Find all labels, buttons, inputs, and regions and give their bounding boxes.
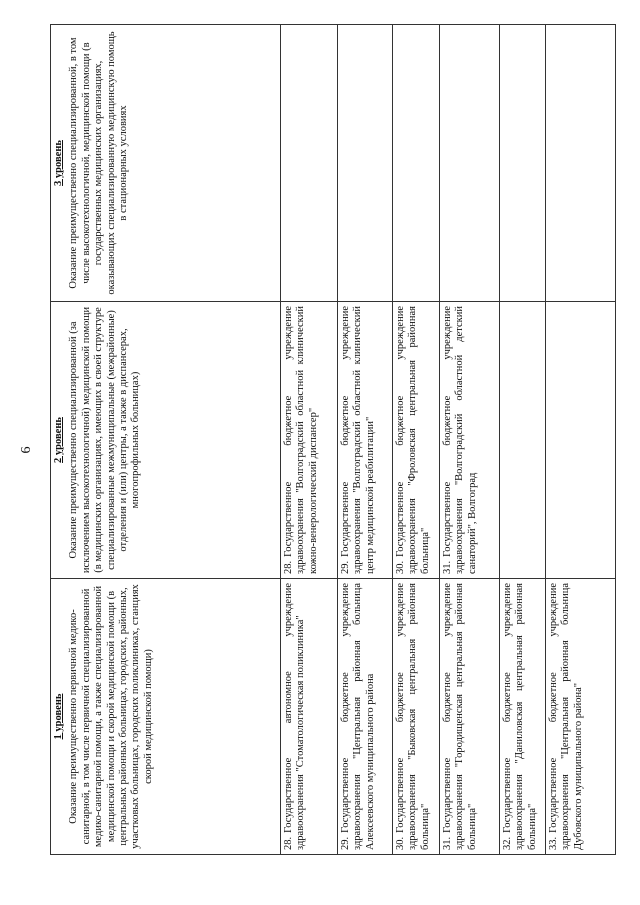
level1-cell	[338, 579, 393, 855]
row-number: 31.	[442, 836, 453, 850]
institution-name: Государственное бюджетное учреждение здравоохранения "Волгоградский областной детский санаторий", Волгоград	[442, 306, 478, 574]
levels-table	[50, 24, 616, 855]
level3-description: Оказание преимущественно специализированной, в том числе высокотехнологичной, медицинской помощи (в государственных медицинских организациях, оказывающих специализированную медицинскую помощь в стационарных условиях	[68, 31, 129, 295]
level2-header	[51, 302, 281, 579]
table-row	[440, 25, 500, 855]
level1-cell	[440, 579, 500, 855]
row-number: 30.	[395, 836, 406, 850]
institution-name: Государственное бюджетное учреждение здравоохранения "Волгоградский областной клинический центр медицинской реабилитации"	[340, 306, 376, 574]
institution-name: Государственное бюджетное учреждение здравоохранения "Фроловская центральная районная больница"	[395, 306, 431, 574]
row-number: 33.	[548, 836, 559, 850]
row-number: 29.	[340, 560, 351, 574]
level1-cell	[393, 579, 440, 855]
institution-name: Государственное бюджетное учреждение здравоохранения "Быковская центральная районная больница"	[395, 583, 431, 850]
institution-name: Государственное бюджетное учреждение здравоохранения "Центральная районная больница Алексеевского муниципального района	[340, 583, 376, 850]
level1-cell	[281, 579, 338, 855]
row-number: 29.	[340, 836, 351, 850]
level1-cell	[546, 579, 616, 855]
page-number: 6	[19, 446, 34, 454]
level1-description: Оказание преимущественно первичной медико-санитарной, в том числе первичной специализированной медико-санитарной помощи, а также специализированной медицинской помощи и скорой медицинской помощи (в центральных районных больницах, городских, районных, участковых больницах, городских поликлиниках, станциях скорой медицинской помощи)	[68, 584, 154, 849]
level2-cell	[338, 302, 393, 579]
header-row	[51, 25, 281, 855]
institution-name: Государственное бюджетное учреждение здравоохранения "Даниловская центральная районная больница"	[502, 583, 538, 850]
table-row	[281, 25, 338, 855]
level3-cell	[440, 25, 500, 302]
level2-cell	[281, 302, 338, 579]
level2-title: 2 уровень	[53, 417, 64, 463]
level2-cell	[440, 302, 500, 579]
table-row	[393, 25, 440, 855]
institution-name: Государственное бюджетное учреждение здравоохранения "Городищенская центральная районная больница"	[442, 583, 478, 850]
level2-cell	[500, 302, 546, 579]
institution-name: Государственное бюджетное учреждение здравоохранения "Центральная районная больница Дубовского муниципального района"	[548, 583, 584, 850]
institution-name: Государственное бюджетное учреждение здравоохранения "Волгоградский областной клинический кожно-венерологический диспансер"	[283, 306, 319, 574]
table-row	[546, 25, 616, 855]
level3-cell	[338, 25, 393, 302]
level1-title: 1 уровень	[53, 693, 64, 740]
level1-header	[51, 579, 281, 855]
level3-header	[51, 25, 281, 302]
table-row	[500, 25, 546, 855]
row-number: 28.	[283, 836, 294, 850]
level2-cell	[393, 302, 440, 579]
row-number: 28.	[283, 560, 294, 574]
level1-cell	[500, 579, 546, 855]
level3-cell	[393, 25, 440, 302]
level3-cell	[281, 25, 338, 302]
level2-description: Оказание преимущественно специализированной (за исключением высокотехнологичной) медицинской помощи (в медицинских организациях, имеющих в своей структуре специализированные межмуниципальные (межрайонные) отделения и (или) центры, а также в диспансерах, многопрофильных больницах)	[68, 306, 142, 574]
level3-cell	[500, 25, 546, 302]
level3-title: 3 уровень	[53, 140, 64, 186]
level3-cell	[546, 25, 616, 302]
row-number: 32.	[502, 836, 513, 850]
table-row	[338, 25, 393, 855]
rotated-page	[50, 25, 615, 855]
row-number: 30.	[395, 560, 406, 574]
row-number: 31.	[442, 560, 453, 574]
institution-name: Государственное автономное учреждение здравоохранения "Стоматологическая поликлиника"	[283, 583, 307, 850]
level2-cell	[546, 302, 616, 579]
